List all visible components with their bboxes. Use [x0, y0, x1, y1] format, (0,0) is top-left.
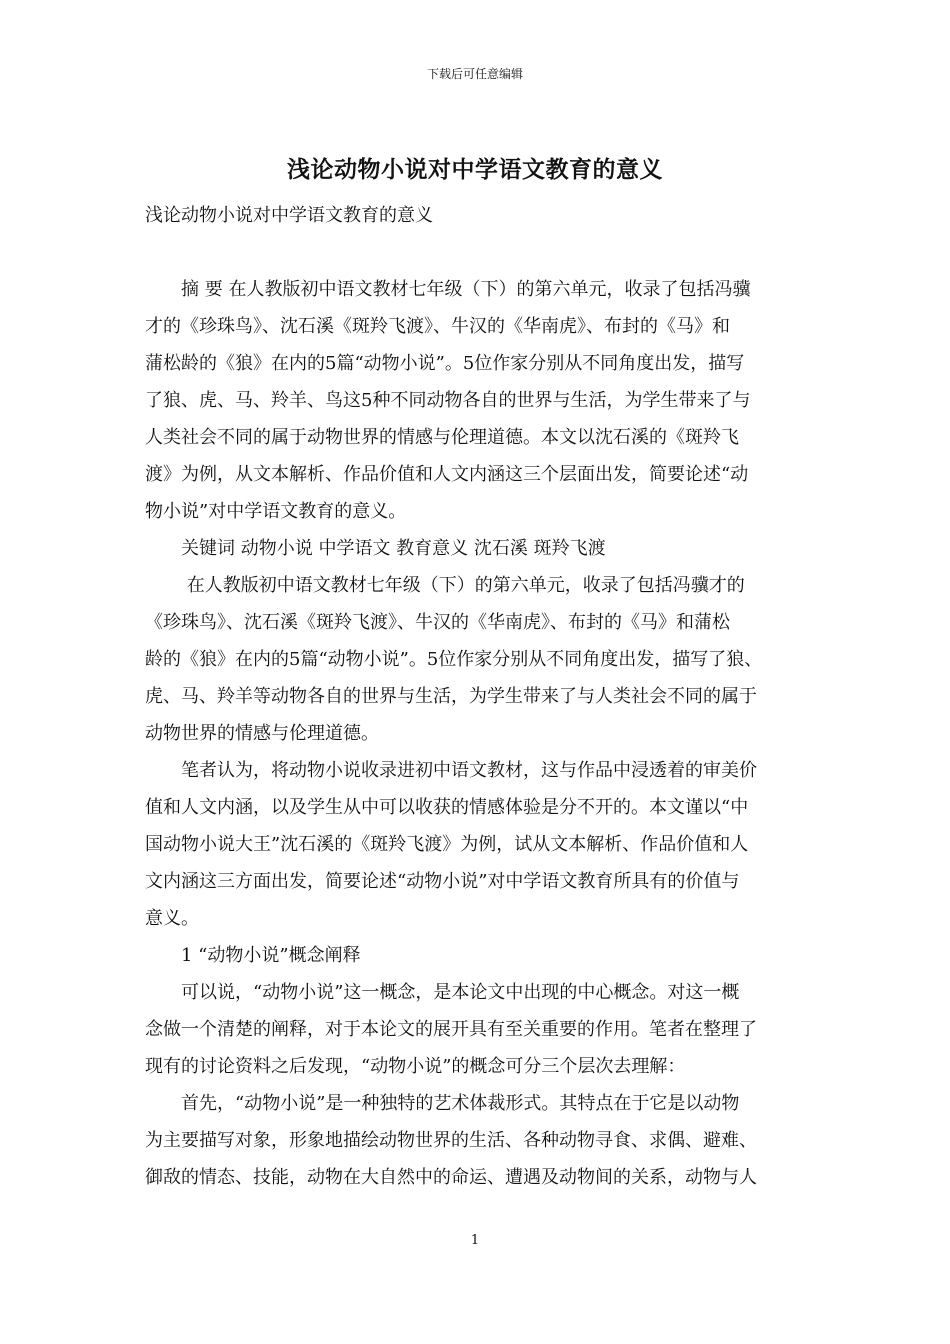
text-line: 动物世界的情感与伦理道德。 — [145, 723, 379, 744]
text-line: 物小说”对中学语文教育的意义。 — [145, 501, 407, 522]
text-line: 渡》为例，从文本解析、作品价值和人文内涵这三个层面出发，简要论述“动 — [145, 464, 749, 485]
text-line: 意义。 — [145, 908, 199, 929]
text-line: 笔者认为，将动物小说收录进初中语文教材，这与作品中浸透着的审美价 — [145, 760, 757, 781]
text-line: 文内涵这三方面出发，简要论述“动物小说”对中学语文教育所具有的价值与 — [145, 871, 740, 892]
page-number: 1 — [470, 1233, 480, 1248]
text-line: 《珍珠鸟》、沈石溪《斑羚飞渡》、牛汉的《华南虎》、布封的《马》和蒲松 — [145, 612, 730, 633]
blank-line — [145, 234, 810, 271]
text-line: 现有的讨论资料之后发现，“动物小说”的概念可分三个层次去理解： — [145, 1056, 686, 1077]
text-line: 为主要描写对象，形象地描绘动物世界的生活、各种动物寻食、求偶、避难、 — [145, 1130, 757, 1151]
text-line: 龄的《狼》在内的5篇“动物小说”。5位作家分别从不同角度出发，描写了狼、 — [145, 649, 763, 670]
text-line: 首先，“动物小说”是一种独特的艺术体裁形式。其特点在于它是以动物 — [145, 1093, 740, 1114]
document-body — [145, 197, 810, 1196]
text-line: 摘 要 在人教版初中语文教材七年级（下）的第六单元，收录了包括冯骥 — [145, 279, 751, 300]
text-line: 御敌的情态、技能，动物在大自然中的命运、遭遇及动物间的关系，动物与人 — [145, 1167, 757, 1188]
document-title: 浅论动物小说对中学语文教育的意义 — [287, 157, 663, 183]
text-line: 关键词 动物小说 中学语文 教育意义 沈石溪 斑羚飞渡 — [145, 538, 606, 559]
text-line: 值和人文内涵，以及学生从中可以收获的情感体验是分不开的。本文谨以“中 — [145, 797, 749, 818]
text-line: 人类社会不同的属于动物世界的情感与伦理道德。本文以沈石溪的《斑羚飞 — [145, 427, 739, 448]
text-line: 才的《珍珠鸟》、沈石溪《斑羚飞渡》、牛汉的《华南虎》、布封的《马》和 — [145, 316, 730, 337]
text-line: 浅论动物小说对中学语文教育的意义 — [145, 205, 433, 226]
text-line: 念做一个清楚的阐释，对于本论文的展开具有至关重要的作用。笔者在整理了 — [145, 1019, 757, 1040]
text-line: 了狼、虎、马、羚羊、鸟这5种不同动物各自的世界与生活，为学生带来了与 — [145, 390, 751, 411]
text-line: 可以说，“动物小说”这一概念，是本论文中出现的中心概念。对这一概 — [145, 982, 740, 1003]
page-header: 下载后可任意编辑 — [426, 67, 523, 81]
text-line: 国动物小说大王”沈石溪的《斑羚飞渡》为例，试从文本解析、作品价值和人 — [145, 834, 749, 855]
text-line: 蒲松龄的《狼》在内的5篇“动物小说”。5位作家分别从不同角度出发，描写 — [145, 353, 745, 374]
text-line: 虎、马、羚羊等动物各自的世界与生活，为学生带来了与人类社会不同的属于 — [145, 686, 757, 707]
text-line: 在人教版初中语文教材七年级（下）的第六单元，收录了包括冯骥才的 — [145, 575, 745, 596]
text-line: 1 “动物小说”概念阐释 — [145, 945, 361, 966]
